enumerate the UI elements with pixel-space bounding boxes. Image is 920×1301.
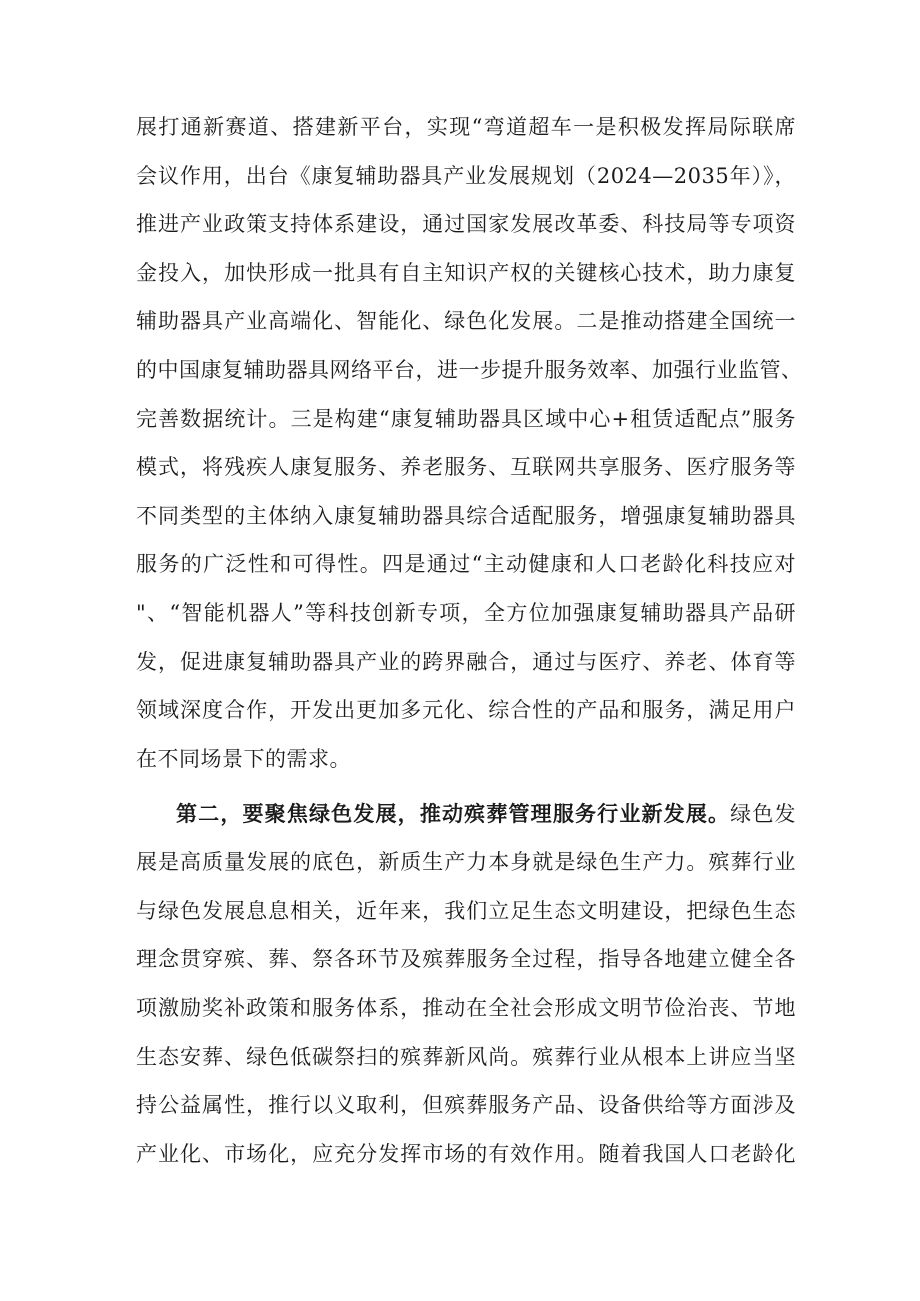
- text-line: 模式，将残疾人康复服务、养老服务、互联网共享服务、医疗服务等: [136, 455, 796, 479]
- text-line-first: [176, 792, 796, 836]
- text-line: 金投入，加快形成一批具有自主知识产权的关键核心技术，助力康复: [136, 261, 796, 285]
- text-line: 在不同场景下的需求。: [136, 747, 351, 771]
- paragraph-lead-heading: 第二，要聚焦绿色发展，推动殡葬管理服务行业新发展。: [176, 801, 731, 826]
- text-line: 持公益属性，推行以义取利，但殡葬服务产品、设备供给等方面涉及: [136, 1093, 796, 1117]
- text-line: 项激励奖补政策和服务体系，推动在全社会形成文明节俭治丧、节地: [136, 996, 796, 1020]
- text-line: 理念贯穿殡、葬、祭各环节及殡葬服务全过程，指导各地建立健全各: [136, 947, 796, 971]
- text-line: "、“智能机器人”等科技创新专项，全方位加强康复辅助器具产品研: [136, 601, 796, 625]
- text-line: 推进产业政策支持体系建设，通过国家发展改革委、科技局等专项资: [136, 212, 796, 236]
- text-line: 与绿色发展息息相关，近年来，我们立足生态文明建设，把绿色生态: [136, 899, 796, 923]
- text-line: 展是高质量发展的底色，新质生产力本身就是绿色生产力。殡葬行业: [136, 850, 796, 874]
- text-line: 辅助器具产业高端化、智能化、绿色化发展。二是推动搭建全国统一: [136, 309, 796, 333]
- text-line: 会议作用，出台《康复辅助器具产业发展规划（2024—2035年）》，: [136, 164, 796, 188]
- text-line: 完善数据统计。三是构建“康复辅助器具区域中心+租赁适配点”服务: [136, 407, 796, 431]
- text-line: 服务的广泛性和可得性。四是通过“主动健康和人口老龄化科技应对: [136, 552, 796, 576]
- text-line: 生态安葬、绿色低碳祭扫的殡葬新风尚。殡葬行业从根本上讲应当坚: [136, 1045, 796, 1069]
- text-line: 产业化、市场化，应充分发挥市场的有效作用。随着我国人口老龄化: [136, 1142, 796, 1166]
- text-line: 不同类型的主体纳入康复辅助器具综合适配服务，增强康复辅助器具: [136, 504, 796, 528]
- text-line: 领域深度合作，开发出更加多元化、综合性的产品和服务，满足用户: [136, 698, 796, 722]
- text-line: 的中国康复辅助器具网络平台，进一步提升服务效率、加强行业监管、: [136, 358, 803, 382]
- text-fragment: 绿色发: [730, 802, 797, 826]
- text-line: 发，促进康复辅助器具产业的跨界融合，通过与医疗、养老、体育等: [136, 650, 796, 674]
- text-line: 展打通新赛道、搭建新平台，实现“弯道超车一是积极发挥局际联席: [136, 115, 796, 139]
